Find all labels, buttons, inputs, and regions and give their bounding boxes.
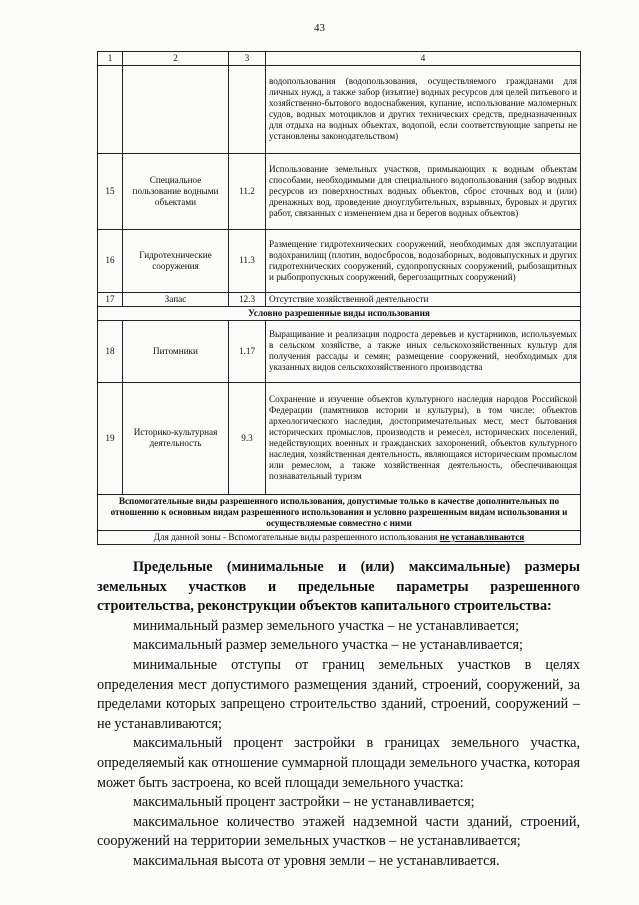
row-number: 15 — [98, 153, 123, 229]
param-max-height: максимальная высота от уровня земли – не устанавливается. — [133, 852, 500, 869]
table-row — [98, 229, 581, 292]
parameters-heading: Предельные (минимальные и (или) максимальные) размеры земельных участков и предельные параметры разрешенного строительства, реконструкции объектов капитального строительства: — [97, 559, 580, 615]
section-heading-row — [98, 306, 581, 320]
param-build-percent-definition: максимальный процент застройки в границах земельного участка, определяемый как отношение суммарной площади земельного участка, которая может быть застроена, ко всей площади земельного участка: — [97, 735, 580, 791]
table-row — [98, 320, 581, 382]
row-number: 19 — [98, 382, 123, 494]
table-row — [98, 153, 581, 229]
header-col-4: 4 — [266, 52, 581, 66]
use-code: 11.2 — [229, 153, 266, 229]
table-row — [98, 65, 581, 153]
row-number: 18 — [98, 320, 123, 382]
permitted-use-table — [97, 51, 581, 545]
use-code: 12.3 — [229, 292, 266, 306]
use-description: Размещение гидротехнических сооружений, необходимых для эксплуатации водохранилищ (плотин, водосбросов, водозаборных, водовыпускных и других гидротехнических сооружений, судопропускных сооружений, рыбозащитных и рыбопропускных сооружений, берегозащитных сооружений) — [266, 229, 581, 292]
use-description: Использование земельных участков, примыкающих к водным объектам способами, необходимыми для специального водопользования (забор водных ресурсов из поверхностных водных объектов, сброс сточных вод и (или) дренажных вод, проведение дноуглубительных, взрывных, буровых и других работ, связанных с изменением дна и берегов водных объектов) — [266, 153, 581, 229]
use-name: Специальное пользование водными объектами — [123, 153, 229, 229]
param-max-floors: максимальное количество этажей надземной части зданий, строений, сооружений на территории земельных участков – не устанавливается; — [97, 813, 580, 850]
auxiliary-note-emphasis: не устанавливаются — [439, 531, 525, 542]
header-col-2: 2 — [123, 52, 229, 66]
use-description: Отсутствие хозяйственной деятельности — [266, 292, 581, 306]
table-row — [98, 382, 581, 494]
use-name: Питомники — [123, 320, 229, 382]
table-footer-row — [98, 530, 581, 544]
row-number — [98, 65, 123, 153]
use-code: 11.3 — [229, 229, 266, 292]
row-number: 17 — [98, 292, 123, 306]
table-row — [98, 292, 581, 306]
param-max-area: максимальный размер земельного участка – не устанавливается; — [133, 637, 523, 654]
use-name: Гидротехнические сооружения — [123, 229, 229, 292]
use-code: 1.17 — [229, 320, 266, 382]
page-number: 43 — [314, 22, 325, 34]
param-min-setbacks: минимальные отступы от границ земельных участков в целях определения мест допустимого размещения зданий, строений, сооружений, за пределами которых запрещено строительство зданий, строений, сооружений – не устанавливаются; — [97, 656, 580, 732]
header-col-3: 3 — [229, 52, 266, 66]
section-conditional-heading: Условно разрешенные виды использования — [98, 306, 581, 320]
parameters-text — [97, 558, 580, 872]
use-code — [229, 65, 266, 153]
header-col-1: 1 — [98, 52, 123, 66]
use-description: Сохранение и изучение объектов культурного наследия народов Российской Федерации (памятников истории и культуры), в том числе: объектов археологического наследия, достопримечательных мест, мест бытования исторических промыслов, производств и ремесел, исторических поселений, недействующих военных и гражданских захоронений, объектов культурного наследия, хозяйственная деятельность, являющаяся историческим промыслом или ремеслом, а также хозяйственная деятельность, обеспечивающая познавательный туризм — [266, 382, 581, 494]
auxiliary-note-text: Для данной зоны - Вспомогательные виды разрешенного использования — [153, 531, 440, 542]
use-code: 9.3 — [229, 382, 266, 494]
use-description: Выращивание и реализация подроста деревьев и кустарников, используемых в сельском хозяйстве, а также иных сельскохозяйственных культур для получения рассады и семян; размещение сооружений, необходимых для указанных видов сельскохозяйственного производства — [266, 320, 581, 382]
row-number: 16 — [98, 229, 123, 292]
section-auxiliary-heading: Вспомогательные виды разрешенного использования, допустимые только в качестве дополнительных по отношению к основным видам разрешенного использования и условно разрешенным видам использования и осуществляемые совместно с ними — [98, 494, 581, 530]
use-name: Историко-культурная деятельность — [123, 382, 229, 494]
use-name: Запас — [123, 292, 229, 306]
param-min-area: минимальный размер земельного участка – не устанавливается; — [133, 617, 520, 634]
param-max-build-percent: максимальный процент застройки – не устанавливается; — [133, 794, 475, 811]
use-description: водопользования (водопользования, осуществляемого гражданами для личных нужд, а также забор (изъятие) водных ресурсов для целей питьевого и хозяйственно-бытового водоснабжения, купание, использование маломерных судов, водных мотоциклов и других технических средств, предназначенных для отдыха на водных объектах, водопой, если соответствующие запреты не установлены законодательством) — [266, 65, 581, 153]
section-heading-row — [98, 494, 581, 530]
use-name — [123, 65, 229, 153]
table-header-row — [98, 52, 581, 66]
auxiliary-note — [98, 530, 581, 544]
